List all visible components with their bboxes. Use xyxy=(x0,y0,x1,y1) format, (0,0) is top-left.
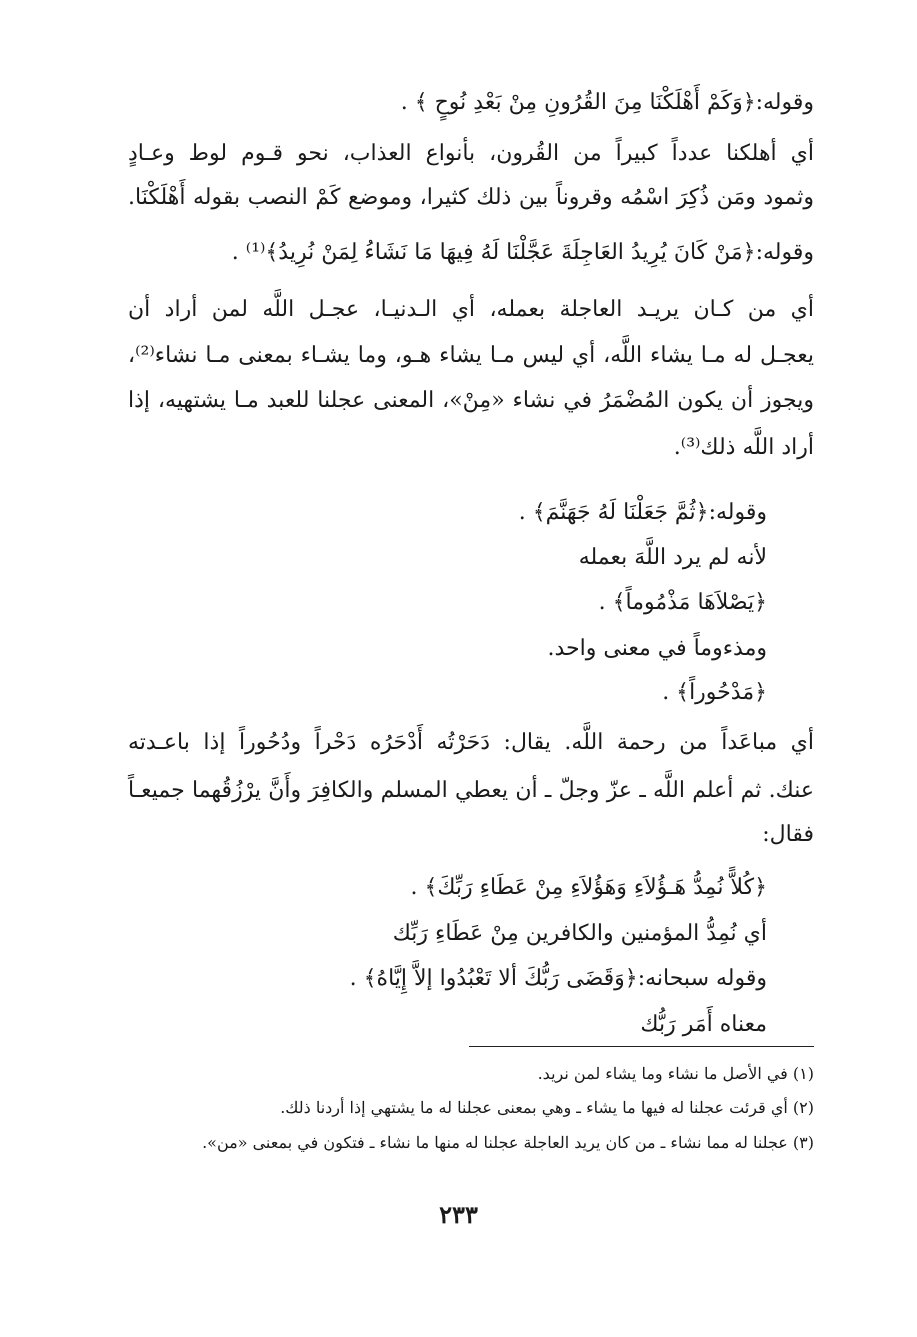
body-line: لأنه لم يرد اللَّهَ بعمله xyxy=(578,545,767,570)
verse-line: وقوله:﴿مَنْ كَانَ يُرِيدُ العَاجِلَةَ عَجَّلْنَا لَهُ فِيهَا مَا نَشَاءُ لِمَنْ نُرِيدُ﴾⁽¹⁾ . xyxy=(231,240,814,265)
footnote: (١) في الأصل ما نشاء وما يشاء لمن نريد. xyxy=(537,1064,814,1083)
body-line: ومذءوماً في معنى واحد. xyxy=(547,636,767,661)
verse-line: ﴿يَصْلاَهَا مَذْمُوماً﴾ . xyxy=(598,590,767,615)
verse-line: وقوله سبحانه:﴿وَقَضَى رَبُّكَ ألا تَعْبُدُوا إلاَّ إِيَّاهُ﴾ . xyxy=(349,966,767,991)
body-line: أي نُمِدُّ المؤمنين والكافرين مِنْ عَطَاءِ رَبِّك xyxy=(392,921,767,946)
footnote-separator xyxy=(469,1046,814,1047)
body-line: يعجـل له مـا يشاء اللَّه، أي ليس مـا يشاء هـو، وما يشـاء بمعنى مـا نشاء⁽²⁾، xyxy=(128,343,814,368)
verse-line: ﴿كُلاًّ نُمِدُّ هَـؤُلاَءِ وَهَؤُلاَءِ مِنْ عَطَاءِ رَبِّكَ﴾ . xyxy=(410,875,767,900)
body-line: معناه أَمَر رَبُّك xyxy=(640,1012,767,1037)
body-line: وثمود ومَن ذُكِرَ اسْمُه وقروناً بين ذلك كثيرا، وموضع كَمْ النصب بقوله أَهْلَكْنَا. xyxy=(128,185,814,210)
body-line: ويجوز أن يكون المُضْمَرُ في نشاء «مِنْ»، المعنى عجلنا للعبد مـا يشتهيه، إذا xyxy=(128,388,814,413)
page-number: ٢٣٣ xyxy=(439,1200,478,1229)
body-line: أي من كـان يريـد العاجلة بعمله، أي الـدنيـا، عجـل اللَّه لمن أراد أن xyxy=(128,297,814,322)
verse-line: وقوله:﴿ثُمَّ جَعَلْنَا لَهُ جَهَنَّمَ﴾ . xyxy=(518,500,767,525)
footnote: (٣) عجلنا له مما نشاء ـ من كان يريد العاجلة عجلنا له منها ما نشاء ـ فتكون في بمعنى «من». xyxy=(202,1133,814,1152)
footnote: (٢) أي قرئت عجلنا له فيها ما يشاء ـ وهي بمعنى عجلنا له ما يشتهي إذا أردنا ذلك. xyxy=(280,1098,814,1117)
body-line: عنك. ثم أعلم اللَّه ـ عزّ وجلّ ـ أن يعطي المسلم والكافِرَ وأَنَّ يرْزُقُهما جميعـاً xyxy=(128,778,814,803)
body-line: أي أهلكنا عدداً كبيراً من القُرون، بأنواع العذاب، نحو قـوم لوط وعـادٍ xyxy=(128,141,814,166)
body-line: فقال: xyxy=(762,822,814,847)
verse-line: وقوله:﴿وَكَمْ أَهْلَكْنَا مِنَ القُرُونِ مِنْ بَعْدِ نُوحٍ ﴾ . xyxy=(400,90,814,115)
body-line: أي مباعَداً من رحمة اللَّه. يقال: دَحَرْتُه أَدْحَرُه دَحْراً ودُحُوراً إذا باعـدته xyxy=(128,730,814,755)
verse-line: ﴿مَدْحُوراً﴾ . xyxy=(662,680,767,705)
body-line: أراد اللَّه ذلك⁽³⁾. xyxy=(673,435,814,460)
